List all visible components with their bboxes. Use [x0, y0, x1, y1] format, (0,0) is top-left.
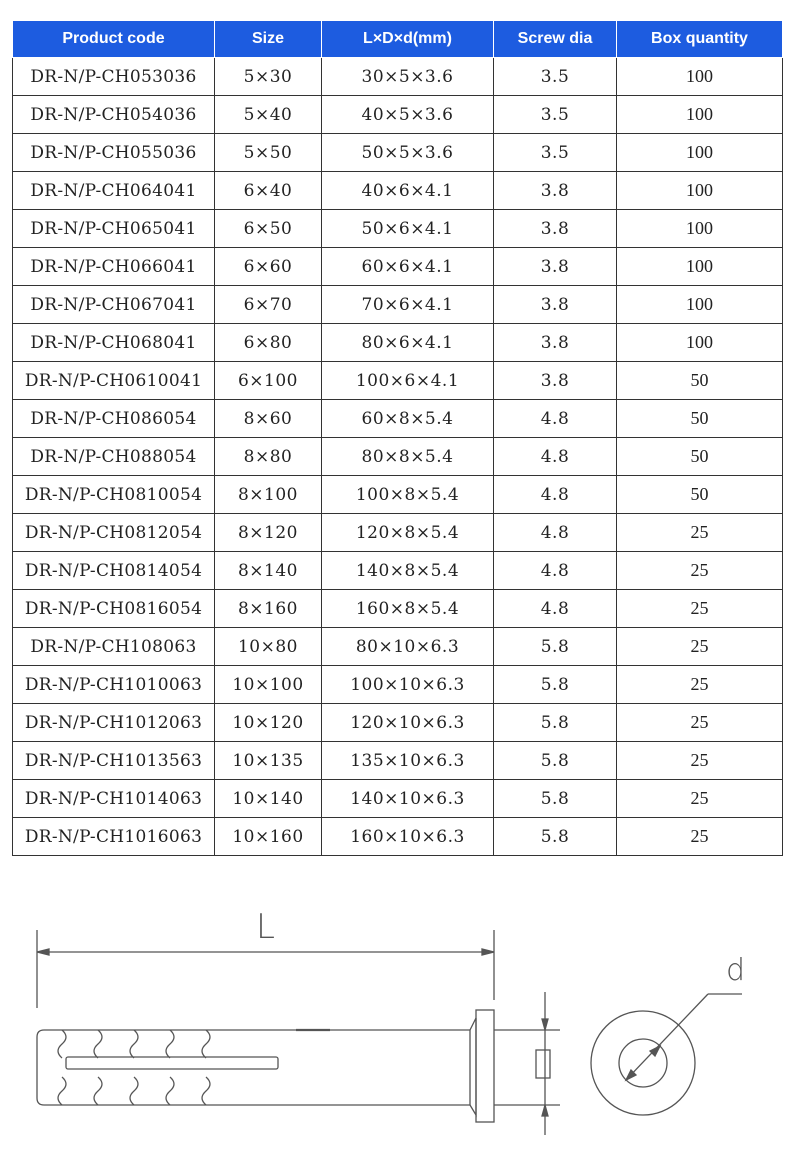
box-quantity-cell: 100	[617, 134, 783, 172]
dimensions-cell: 160×10×6.3	[322, 818, 494, 856]
product-code-cell: DR-N/P-CH0812054	[13, 514, 215, 552]
table-body	[13, 58, 783, 856]
dimensions-cell: 70×6×4.1	[322, 286, 494, 324]
side-hex-head	[536, 1050, 550, 1078]
table-row	[13, 666, 783, 704]
rib-4	[166, 1030, 174, 1105]
rib-2	[94, 1030, 102, 1105]
screw-dia-cell: 5.8	[494, 742, 617, 780]
screw-dia-cell: 4.8	[494, 438, 617, 476]
size-cell: 5×40	[215, 96, 322, 134]
screw-dia-cell: 5.8	[494, 666, 617, 704]
spec-table	[12, 20, 782, 856]
table-row	[13, 248, 783, 286]
table-row	[13, 58, 783, 96]
table-row	[13, 742, 783, 780]
anchor-slot	[66, 1057, 278, 1069]
box-quantity-cell: 50	[617, 476, 783, 514]
screw-dia-cell: 5.8	[494, 780, 617, 818]
table-row	[13, 590, 783, 628]
table-row	[13, 780, 783, 818]
box-quantity-cell: 25	[617, 704, 783, 742]
dimensions-cell: 80×10×6.3	[322, 628, 494, 666]
screw-dia-cell: 4.8	[494, 552, 617, 590]
screw-dia-cell: 3.5	[494, 58, 617, 96]
dimensions-cell: 50×6×4.1	[322, 210, 494, 248]
size-cell: 10×100	[215, 666, 322, 704]
dimensions-cell: 140×10×6.3	[322, 780, 494, 818]
product-code-cell: DR-N/P-CH0816054	[13, 590, 215, 628]
screw-dia-cell: 5.8	[494, 628, 617, 666]
box-quantity-cell: 25	[617, 780, 783, 818]
dimensions-cell: 100×10×6.3	[322, 666, 494, 704]
product-code-cell: DR-N/P-CH053036	[13, 58, 215, 96]
size-cell: 8×160	[215, 590, 322, 628]
product-code-cell: DR-N/P-CH1014063	[13, 780, 215, 818]
size-cell: 6×80	[215, 324, 322, 362]
screw-dia-cell: 4.8	[494, 400, 617, 438]
header-size: Size	[215, 21, 322, 58]
screw-dia-cell: 5.8	[494, 818, 617, 856]
rib-1	[58, 1030, 66, 1105]
box-quantity-cell: 25	[617, 514, 783, 552]
arrow-left	[37, 949, 49, 955]
size-cell: 6×40	[215, 172, 322, 210]
screw-dia-cell: 5.8	[494, 704, 617, 742]
rib-3	[130, 1030, 138, 1105]
screw-dia-cell: 4.8	[494, 514, 617, 552]
product-code-cell: DR-N/P-CH088054	[13, 438, 215, 476]
dimensions-cell: 160×8×5.4	[322, 590, 494, 628]
screw-dia-cell: 3.8	[494, 362, 617, 400]
product-code-cell: DR-N/P-CH067041	[13, 286, 215, 324]
size-cell: 8×60	[215, 400, 322, 438]
dimensions-cell: 80×6×4.1	[322, 324, 494, 362]
screw-dia-cell: 3.8	[494, 324, 617, 362]
box-quantity-cell: 100	[617, 286, 783, 324]
box-quantity-cell: 100	[617, 58, 783, 96]
box-quantity-cell: 100	[617, 324, 783, 362]
table-header-row	[13, 21, 783, 58]
product-spec-table	[12, 20, 783, 856]
table-row	[13, 400, 783, 438]
table-row	[13, 438, 783, 476]
size-cell: 8×140	[215, 552, 322, 590]
product-code-cell: DR-N/P-CH1016063	[13, 818, 215, 856]
dimensions-cell: 40×6×4.1	[322, 172, 494, 210]
size-cell: 8×80	[215, 438, 322, 476]
box-quantity-cell: 25	[617, 818, 783, 856]
table-row	[13, 628, 783, 666]
dimensions-cell: 140×8×5.4	[322, 552, 494, 590]
arrow-right	[482, 949, 494, 955]
screw-dia-cell: 3.5	[494, 134, 617, 172]
screw-dia-cell: 4.8	[494, 590, 617, 628]
dimensions-cell: 50×5×3.6	[322, 134, 494, 172]
size-cell: 5×30	[215, 58, 322, 96]
product-code-cell: DR-N/P-CH1012063	[13, 704, 215, 742]
screw-dia-cell: 4.8	[494, 476, 617, 514]
dimensions-cell: 80×8×5.4	[322, 438, 494, 476]
size-cell: 6×70	[215, 286, 322, 324]
screw-dia-cell: 3.8	[494, 286, 617, 324]
box-quantity-cell: 100	[617, 210, 783, 248]
table-row	[13, 210, 783, 248]
screw-dia-cell: 3.5	[494, 96, 617, 134]
dimensions-cell: 60×6×4.1	[322, 248, 494, 286]
table-row	[13, 818, 783, 856]
box-quantity-cell: 25	[617, 590, 783, 628]
size-cell: 8×100	[215, 476, 322, 514]
table-row	[13, 552, 783, 590]
box-quantity-cell: 50	[617, 438, 783, 476]
product-code-cell: DR-N/P-CH054036	[13, 96, 215, 134]
dimensions-cell: 100×6×4.1	[322, 362, 494, 400]
size-cell: 10×160	[215, 818, 322, 856]
anchor-collar	[470, 1018, 476, 1115]
table-row	[13, 96, 783, 134]
product-code-cell: DR-N/P-CH066041	[13, 248, 215, 286]
header-dimensions: L×D×d(mm)	[322, 21, 494, 58]
product-code-cell: DR-N/P-CH065041	[13, 210, 215, 248]
table-row	[13, 324, 783, 362]
length-label: L	[256, 907, 275, 947]
dimensions-cell: 120×10×6.3	[322, 704, 494, 742]
dimensions-cell: 135×10×6.3	[322, 742, 494, 780]
size-cell: 5×50	[215, 134, 322, 172]
header-box-quantity: Box quantity	[617, 21, 783, 58]
size-cell: 8×120	[215, 514, 322, 552]
table-row	[13, 172, 783, 210]
screw-dia-cell: 3.8	[494, 210, 617, 248]
box-quantity-cell: 25	[617, 742, 783, 780]
dimensions-cell: 40×5×3.6	[322, 96, 494, 134]
product-code-cell: DR-N/P-CH068041	[13, 324, 215, 362]
box-quantity-cell: 50	[617, 400, 783, 438]
product-code-cell: DR-N/P-CH064041	[13, 172, 215, 210]
diameter-label: d	[726, 953, 746, 988]
size-cell: 10×120	[215, 704, 322, 742]
header-product-code: Product code	[13, 21, 215, 58]
product-code-cell: DR-N/P-CH0610041	[13, 362, 215, 400]
dimensions-cell: 30×5×3.6	[322, 58, 494, 96]
product-code-cell: DR-N/P-CH0810054	[13, 476, 215, 514]
product-code-cell: DR-N/P-CH108063	[13, 628, 215, 666]
size-cell: 10×135	[215, 742, 322, 780]
table-row	[13, 476, 783, 514]
product-code-cell: DR-N/P-CH086054	[13, 400, 215, 438]
size-cell: 10×80	[215, 628, 322, 666]
screw-dia-cell: 3.8	[494, 248, 617, 286]
size-cell: 6×50	[215, 210, 322, 248]
box-quantity-cell: 100	[617, 96, 783, 134]
rib-5	[202, 1030, 210, 1105]
table-row	[13, 286, 783, 324]
header-screw-dia: Screw dia	[494, 21, 617, 58]
box-quantity-cell: 25	[617, 666, 783, 704]
size-cell: 6×100	[215, 362, 322, 400]
dimensions-cell: 100×8×5.4	[322, 476, 494, 514]
box-quantity-cell: 50	[617, 362, 783, 400]
dimensions-cell: 60×8×5.4	[322, 400, 494, 438]
table-row	[13, 362, 783, 400]
anchor-flange	[476, 1010, 494, 1122]
screw-dia-cell: 3.8	[494, 172, 617, 210]
dimensions-cell: 120×8×5.4	[322, 514, 494, 552]
table-row	[13, 134, 783, 172]
table-row	[13, 704, 783, 742]
size-cell: 10×140	[215, 780, 322, 818]
table-row	[13, 514, 783, 552]
box-quantity-cell: 100	[617, 248, 783, 286]
product-code-cell: DR-N/P-CH0814054	[13, 552, 215, 590]
size-cell: 6×60	[215, 248, 322, 286]
anchor-technical-drawing	[0, 880, 800, 1160]
product-code-cell: DR-N/P-CH1010063	[13, 666, 215, 704]
box-quantity-cell: 25	[617, 552, 783, 590]
box-quantity-cell: 100	[617, 172, 783, 210]
product-code-cell: DR-N/P-CH1013563	[13, 742, 215, 780]
anchor-body	[37, 1030, 470, 1105]
box-quantity-cell: 25	[617, 628, 783, 666]
product-code-cell: DR-N/P-CH055036	[13, 134, 215, 172]
